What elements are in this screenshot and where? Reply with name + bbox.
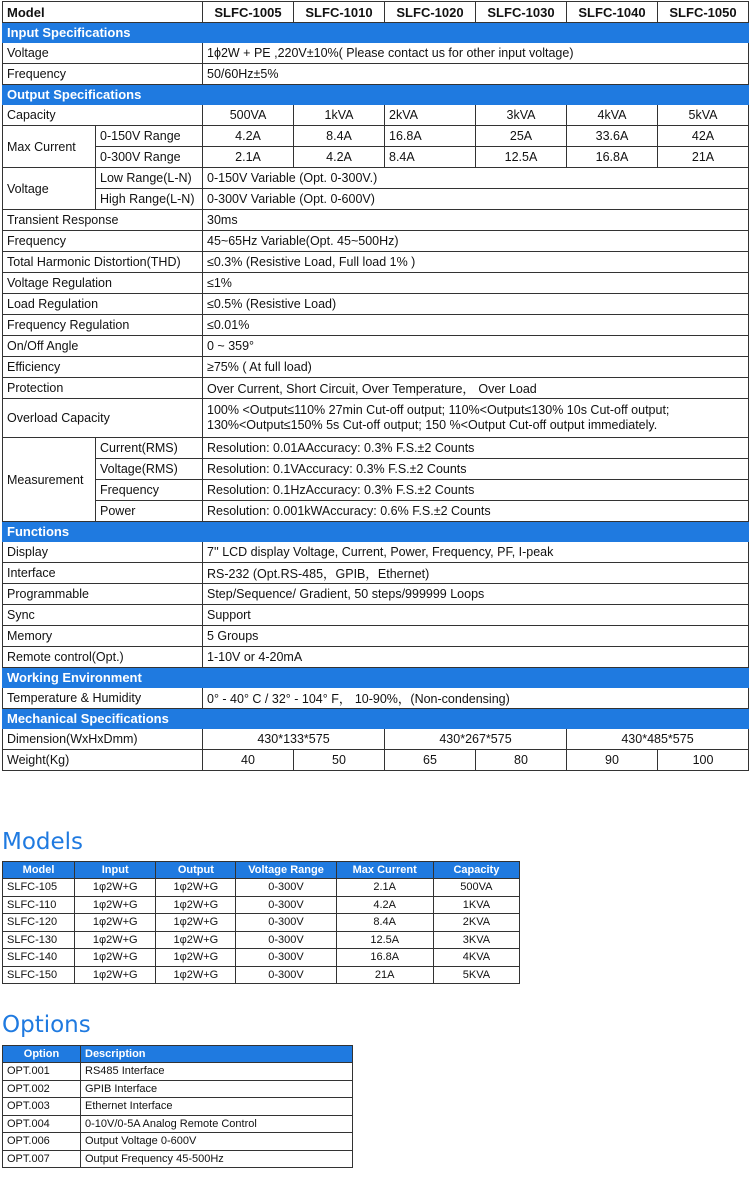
table-row	[3, 966, 520, 984]
section-header	[3, 668, 749, 688]
row-label: Voltage	[3, 43, 203, 64]
spec-row	[3, 43, 749, 64]
table-cell: SLFC-150	[3, 966, 75, 984]
table-cell: SLFC-110	[3, 896, 75, 914]
section-input-title: Input Specifications	[3, 23, 749, 43]
table-cell: 21A	[336, 966, 433, 984]
sub-label: Voltage(RMS)	[96, 459, 203, 480]
option-code: OPT.004	[3, 1115, 81, 1133]
table-cell: 1φ2W+G	[75, 879, 156, 897]
row-value	[203, 480, 749, 501]
row-label: Frequency	[3, 231, 203, 252]
spec-row	[3, 378, 749, 399]
table-cell: 5KVA	[433, 966, 519, 984]
column-header: Capacity	[433, 862, 519, 879]
row-label: Programmable	[3, 584, 203, 605]
table-cell: 2.1A	[336, 879, 433, 897]
current-value: 21A	[658, 147, 749, 168]
weight-value: 90	[567, 750, 658, 771]
table-cell: 1φ2W+G	[156, 966, 236, 984]
row-value: Support	[203, 605, 749, 626]
row-label: Sync	[3, 605, 203, 626]
row-label: Max Current	[3, 126, 96, 168]
spec-row	[3, 480, 749, 501]
table-cell: SLFC-130	[3, 931, 75, 949]
row-value: 50/60Hz±5%	[203, 64, 749, 85]
current-value: 4.2A	[203, 126, 294, 147]
current-value: 42A	[658, 126, 749, 147]
current-value: 12.5A	[476, 147, 567, 168]
weight-value: 65	[385, 750, 476, 771]
section-mechanical-title: Mechanical Specifications	[3, 709, 749, 729]
spec-row	[3, 210, 749, 231]
capacity-value: 1kVA	[294, 105, 385, 126]
row-label: Voltage	[3, 168, 96, 210]
table-row	[3, 1115, 353, 1133]
models-header-row	[3, 862, 520, 879]
resolution-text: Resolution: 0.01A	[207, 441, 306, 455]
table-cell: 8.4A	[336, 914, 433, 932]
spec-row	[3, 294, 749, 315]
table-cell: 4KVA	[433, 949, 519, 967]
row-value	[203, 459, 749, 480]
spec-row	[3, 584, 749, 605]
table-cell: 1φ2W+G	[156, 949, 236, 967]
spec-header-row	[3, 2, 749, 23]
spec-row	[3, 750, 749, 771]
row-value: 5 Groups	[203, 626, 749, 647]
spec-row	[3, 605, 749, 626]
row-label: Voltage Regulation	[3, 273, 203, 294]
row-label: On/Off Angle	[3, 336, 203, 357]
spec-row	[3, 357, 749, 378]
spec-row	[3, 273, 749, 294]
models-heading: Models	[2, 829, 84, 855]
row-label: Frequency Regulation	[3, 315, 203, 336]
row-value: Step/Sequence/ Gradient, 50 steps/999999 Loops	[203, 584, 749, 605]
spec-row	[3, 336, 749, 357]
spec-row	[3, 563, 749, 584]
table-row	[3, 1063, 353, 1081]
table-row	[3, 1150, 353, 1168]
spec-row	[3, 147, 749, 168]
accuracy-text: Accuracy: 0.6% F.S.±2 Counts	[321, 504, 491, 518]
section-output-title: Output Specifications	[3, 85, 749, 105]
column-header: Max Current	[336, 862, 433, 879]
row-label: Temperature & Humidity	[3, 688, 203, 709]
row-value: 7'' LCD display Voltage, Current, Power, Frequency, PF, I-peak	[203, 542, 749, 563]
table-row	[3, 949, 520, 967]
column-header: Description	[81, 1046, 353, 1063]
current-value: 25A	[476, 126, 567, 147]
option-description: Ethernet Interface	[81, 1098, 353, 1116]
row-value: 0-150V Variable (Opt. 0-300V.)	[203, 168, 749, 189]
option-description: RS485 Interface	[81, 1063, 353, 1081]
option-code: OPT.002	[3, 1080, 81, 1098]
table-row	[3, 896, 520, 914]
option-code: OPT.006	[3, 1133, 81, 1151]
row-label: Memory	[3, 626, 203, 647]
table-row	[3, 1133, 353, 1151]
table-cell: 1φ2W+G	[75, 966, 156, 984]
row-value: 1ϕ2W + PE ,220V±10%( Please contact us for other input voltage)	[203, 43, 749, 64]
table-cell: 1φ2W+G	[75, 931, 156, 949]
section-header	[3, 85, 749, 105]
spec-table	[2, 1, 749, 771]
table-cell: 0-300V	[236, 879, 336, 897]
section-header	[3, 709, 749, 729]
table-cell: 12.5A	[336, 931, 433, 949]
spec-row	[3, 459, 749, 480]
section-header	[3, 23, 749, 43]
dimension-value: 430*485*575	[567, 729, 749, 750]
table-cell: 1φ2W+G	[156, 931, 236, 949]
table-cell: 0-300V	[236, 931, 336, 949]
model-name: SLFC-1005	[203, 2, 294, 23]
spec-row	[3, 315, 749, 336]
section-environment-title: Working Environment	[3, 668, 749, 688]
dimension-value: 430*267*575	[385, 729, 567, 750]
spec-row	[3, 542, 749, 563]
weight-value: 50	[294, 750, 385, 771]
option-code: OPT.007	[3, 1150, 81, 1168]
row-value: 45~65Hz Variable(Opt. 45~500Hz)	[203, 231, 749, 252]
row-label: Dimension(WxHxDmm)	[3, 729, 203, 750]
row-label: Display	[3, 542, 203, 563]
row-value: ≤1%	[203, 273, 749, 294]
table-cell: 16.8A	[336, 949, 433, 967]
option-code: OPT.001	[3, 1063, 81, 1081]
resolution-text: Resolution: 0.001kW	[207, 504, 322, 518]
row-value: ≤0.01%	[203, 315, 749, 336]
row-value	[203, 438, 749, 459]
table-cell: 2KVA	[433, 914, 519, 932]
model-name: SLFC-1010	[294, 2, 385, 23]
table-cell: 0-300V	[236, 949, 336, 967]
options-heading: Options	[2, 1012, 91, 1038]
option-description: GPIB Interface	[81, 1080, 353, 1098]
row-label: Frequency	[3, 64, 203, 85]
model-label: Model	[3, 2, 203, 23]
capacity-value: 2kVA	[385, 105, 476, 126]
weight-value: 80	[476, 750, 567, 771]
spec-row	[3, 688, 749, 709]
row-value	[203, 399, 749, 438]
spec-row	[3, 438, 749, 459]
row-value: 0° - 40° C / 32° - 104° F， 10-90%，(Non-condensing)	[203, 688, 749, 709]
column-header: Voltage Range	[236, 862, 336, 879]
table-cell: 1φ2W+G	[75, 896, 156, 914]
options-header-row	[3, 1046, 353, 1063]
table-cell: 4.2A	[336, 896, 433, 914]
table-cell: 0-300V	[236, 914, 336, 932]
sub-label: Power	[96, 501, 203, 522]
options-table	[2, 1045, 353, 1168]
spec-row	[3, 168, 749, 189]
spec-row	[3, 126, 749, 147]
capacity-value: 500VA	[203, 105, 294, 126]
table-row	[3, 914, 520, 932]
current-value: 2.1A	[203, 147, 294, 168]
sub-label: Low Range(L-N)	[96, 168, 203, 189]
resolution-text: Resolution: 0.1V	[207, 462, 298, 476]
table-cell: 1φ2W+G	[75, 914, 156, 932]
table-cell: SLFC-140	[3, 949, 75, 967]
current-value: 4.2A	[294, 147, 385, 168]
row-label: Weight(Kg)	[3, 750, 203, 771]
table-cell: 1φ2W+G	[156, 914, 236, 932]
spec-row	[3, 189, 749, 210]
option-description: Output Frequency 45-500Hz	[81, 1150, 353, 1168]
row-value: 0 ~ 359°	[203, 336, 749, 357]
capacity-value: 3kVA	[476, 105, 567, 126]
model-name: SLFC-1050	[658, 2, 749, 23]
capacity-value: 4kVA	[567, 105, 658, 126]
spec-row	[3, 647, 749, 668]
sub-label: Frequency	[96, 480, 203, 501]
model-name: SLFC-1020	[385, 2, 476, 23]
row-label: Remote control(Opt.)	[3, 647, 203, 668]
row-label: Load Regulation	[3, 294, 203, 315]
row-label: Total Harmonic Distortion(THD)	[3, 252, 203, 273]
accuracy-text: Accuracy: 0.3% F.S.±2 Counts	[305, 441, 475, 455]
current-value: 16.8A	[567, 147, 658, 168]
spec-row	[3, 729, 749, 750]
current-value: 33.6A	[567, 126, 658, 147]
row-label: Measurement	[3, 438, 96, 522]
models-table	[2, 861, 520, 984]
current-value: 8.4A	[294, 126, 385, 147]
table-cell: 1KVA	[433, 896, 519, 914]
row-label: Transient Response	[3, 210, 203, 231]
model-name: SLFC-1030	[476, 2, 567, 23]
accuracy-text: Accuracy: 0.3% F.S.±2 Counts	[305, 483, 475, 497]
row-value: RS-232 (Opt.RS-485，GPIB，Ethernet)	[203, 563, 749, 584]
row-value: Over Current, Short Circuit, Over Temperature， Over Load	[203, 378, 749, 399]
option-description: Output Voltage 0-600V	[81, 1133, 353, 1151]
overload-line: 100% <Output≤110% 27min Cut-off output; 110%<Output≤130% 10s Cut-off output;	[207, 403, 670, 417]
row-value: ≥75% ( At full load)	[203, 357, 749, 378]
overload-line: 130%<Output≤150% 5s Cut-off output; 150 %<Output Cut-off output immediately.	[207, 418, 658, 432]
table-cell: 0-300V	[236, 966, 336, 984]
sub-label: Current(RMS)	[96, 438, 203, 459]
table-cell: SLFC-105	[3, 879, 75, 897]
table-cell: SLFC-120	[3, 914, 75, 932]
table-cell: 0-300V	[236, 896, 336, 914]
spec-row	[3, 252, 749, 273]
model-name: SLFC-1040	[567, 2, 658, 23]
row-value: 30ms	[203, 210, 749, 231]
row-value: ≤0.5% (Resistive Load)	[203, 294, 749, 315]
column-header: Input	[75, 862, 156, 879]
table-cell: 500VA	[433, 879, 519, 897]
resolution-text: Resolution: 0.1Hz	[207, 483, 306, 497]
spec-row	[3, 231, 749, 252]
sub-label: High Range(L-N)	[96, 189, 203, 210]
section-header	[3, 522, 749, 542]
column-header: Option	[3, 1046, 81, 1063]
row-label: Capacity	[3, 105, 203, 126]
current-value: 16.8A	[385, 126, 476, 147]
weight-value: 40	[203, 750, 294, 771]
capacity-value: 5kVA	[658, 105, 749, 126]
current-value: 8.4A	[385, 147, 476, 168]
row-label: Overload Capacity	[3, 399, 203, 438]
row-label: Efficiency	[3, 357, 203, 378]
spec-row	[3, 501, 749, 522]
weight-value: 100	[658, 750, 749, 771]
sub-label: 0-300V Range	[96, 147, 203, 168]
column-header: Model	[3, 862, 75, 879]
table-cell: 1φ2W+G	[156, 896, 236, 914]
table-row	[3, 1098, 353, 1116]
table-cell: 1φ2W+G	[75, 949, 156, 967]
table-row	[3, 879, 520, 897]
option-description: 0-10V/0-5A Analog Remote Control	[81, 1115, 353, 1133]
table-row	[3, 1080, 353, 1098]
sub-label: 0-150V Range	[96, 126, 203, 147]
spec-row	[3, 105, 749, 126]
dimension-value: 430*133*575	[203, 729, 385, 750]
accuracy-text: Accuracy: 0.3% F.S.±2 Counts	[297, 462, 467, 476]
spec-row	[3, 399, 749, 438]
row-value	[203, 501, 749, 522]
row-value: 1-10V or 4-20mA	[203, 647, 749, 668]
spec-row	[3, 626, 749, 647]
table-cell: 1φ2W+G	[156, 879, 236, 897]
table-row	[3, 931, 520, 949]
column-header: Output	[156, 862, 236, 879]
row-label: Interface	[3, 563, 203, 584]
row-value: 0-300V Variable (Opt. 0-600V)	[203, 189, 749, 210]
section-functions-title: Functions	[3, 522, 749, 542]
row-value: ≤0.3% (Resistive Load, Full load 1% )	[203, 252, 749, 273]
table-cell: 3KVA	[433, 931, 519, 949]
spec-row	[3, 64, 749, 85]
option-code: OPT.003	[3, 1098, 81, 1116]
row-label: Protection	[3, 378, 203, 399]
